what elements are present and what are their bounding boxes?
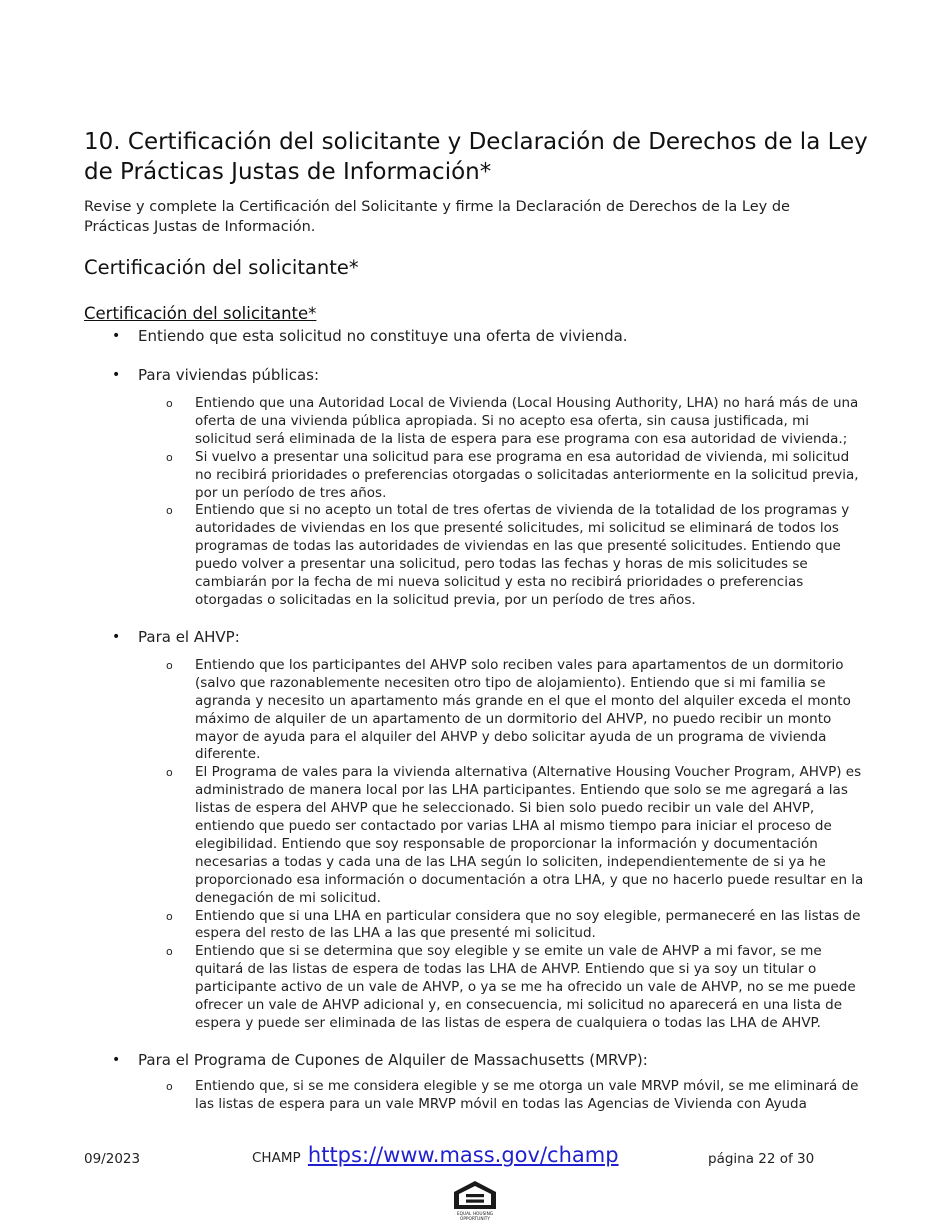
list-item-text: Para el AHVP: <box>138 627 240 646</box>
sublist-item: o Entiendo que los participantes del AHVP solo reciben vales para apartamentos de un dormitorio (salvo que razonablemente necesiten otro tipo de alojamiento). Entiendo que si mi familia se agranda y necesito un apartamento más grande en el que el monto del alquiler exceda el monto máximo de alquiler de un apartamento de un dormitorio del AHVP, no puedo recibir un monto mayor de ayuda para el alquiler del AHVP y debo solicitar ayuda de un programa de vivienda diferente. <box>195 657 868 764</box>
page-title: 10. Certificación del solicitante y Declaración de Derechos de la Ley de Prácticas Justas de Información* <box>84 129 868 185</box>
list-item-text: Entiendo que esta solicitud no constituye una oferta de vivienda. <box>138 327 628 345</box>
svg-text:OPPORTUNITY: OPPORTUNITY <box>459 1217 491 1222</box>
list-item <box>138 326 868 346</box>
footer-date: 09/2023 <box>84 1151 141 1167</box>
sublist-item: o Entiendo que una Autoridad Local de Vivienda (Local Housing Authority, LHA) no hará más de una oferta de una vivienda pública apropiada. Si no acepto esa oferta, sin causa justificada, mi solicitud será eliminada de la lista de espera para ese programa con esa autoridad de vivienda.; <box>195 395 868 449</box>
sublist-item: o El Programa de vales para la vivienda alternativa (Alternative Housing Voucher Program, AHVP) es administrado de manera local por las LHA participantes. Entiendo que solo se me agregará a las listas de espera del AHVP que he seleccionado. Si bien solo puedo recibir un vale del AHVP, entiendo que puedo ser contactado por varias LHA al mismo tiempo para iniciar el proceso de elegibilidad. Entiendo que soy responsable de proporcionar la información y documentación necesarias a todas y cada una de las LHA según lo soliciten, independientemente de si ya he proporcionado esa información o documentación a otra LHA, y que no hacerlo puede resultar en la denegación de mi solicitud. <box>195 764 868 907</box>
sublist-item: o Si vuelvo a presentar una solicitud para ese programa en esa autoridad de vivienda, mi solicitud no recibirá prioridades o preferencias otorgadas o solicitadas anteriormente en la solicitud previa, por un período de tres años. <box>195 449 868 503</box>
footer-program <box>252 1143 619 1167</box>
page-number: página 22 of 30 <box>708 1151 815 1167</box>
champ-link[interactable]: https://www.mass.gov/champ <box>307 1143 619 1167</box>
list-item-public-housing <box>138 365 868 610</box>
public-housing-sublist <box>138 395 868 610</box>
ahvp-sublist <box>138 657 868 1033</box>
sublist-item: o Entiendo que, si se me considera elegible y se me otorga un vale MRVP móvil, se me eliminará de las listas de espera para un vale MRVP móvil en todas las Agencias de Vivienda con Ayuda <box>195 1078 868 1114</box>
equal-housing-opportunity-logo <box>451 1180 499 1222</box>
section-heading: Certificación del solicitante* <box>84 256 359 279</box>
list-item-mrvp <box>138 1050 868 1114</box>
list-item-text: Para el Programa de Cupones de Alquiler de Massachusetts (MRVP): <box>138 1050 648 1069</box>
subsection-heading: Certificación del solicitante* <box>84 304 317 323</box>
footer-program-name: CHAMP <box>252 1150 301 1166</box>
list-item-ahvp <box>138 627 868 1033</box>
certification-list <box>138 326 868 1114</box>
list-item-text: Para viviendas públicas: <box>138 366 320 384</box>
mrvp-sublist <box>138 1078 868 1114</box>
sublist-item: o Entiendo que si se determina que soy elegible y se emite un vale de AHVP a mi favor, se me quitará de las listas de espera de todas las LHA de AHVP. Entiendo que si ya soy un titular o participante activo de un vale de AHVP, o ya se me ha ofrecido un vale de AHVP, no se me puede ofrecer un vale de AHVP adicional y, en consecuencia, mi solicitud no aparecerá en una lista de espera y puede ser eliminada de las listas de espera de cualquiera o todas las LHA de AHVP. <box>195 943 868 1033</box>
svg-text:EQUAL HOUSING: EQUAL HOUSING <box>456 1212 494 1217</box>
intro-paragraph: Revise y complete la Certificación del Solicitante y firme la Declaración de Derechos de la Ley de Prácticas Justas de Información. <box>84 199 790 235</box>
sublist-item: o Entiendo que si no acepto un total de tres ofertas de vivienda de la totalidad de los programas y autoridades de viviendas en los que presenté solicitudes, mi solicitud se eliminará de todos los programas de todas las autoridades de viviendas en las que presenté solicitudes. Entiendo que puedo volver a presentar una solicitud, pero todas las fechas y horas de mis solicitudes se cambiarán por la fecha de mi nueva solicitud y esta no recibirá prioridades o preferencias otorgadas o solicitadas en la solicitud previa, por un período de tres años. <box>195 502 868 609</box>
sublist-item: o Entiendo que si una LHA en particular considera que no soy elegible, permaneceré en las listas de espera del resto de las LHA a las que presenté mi solicitud. <box>195 908 868 944</box>
